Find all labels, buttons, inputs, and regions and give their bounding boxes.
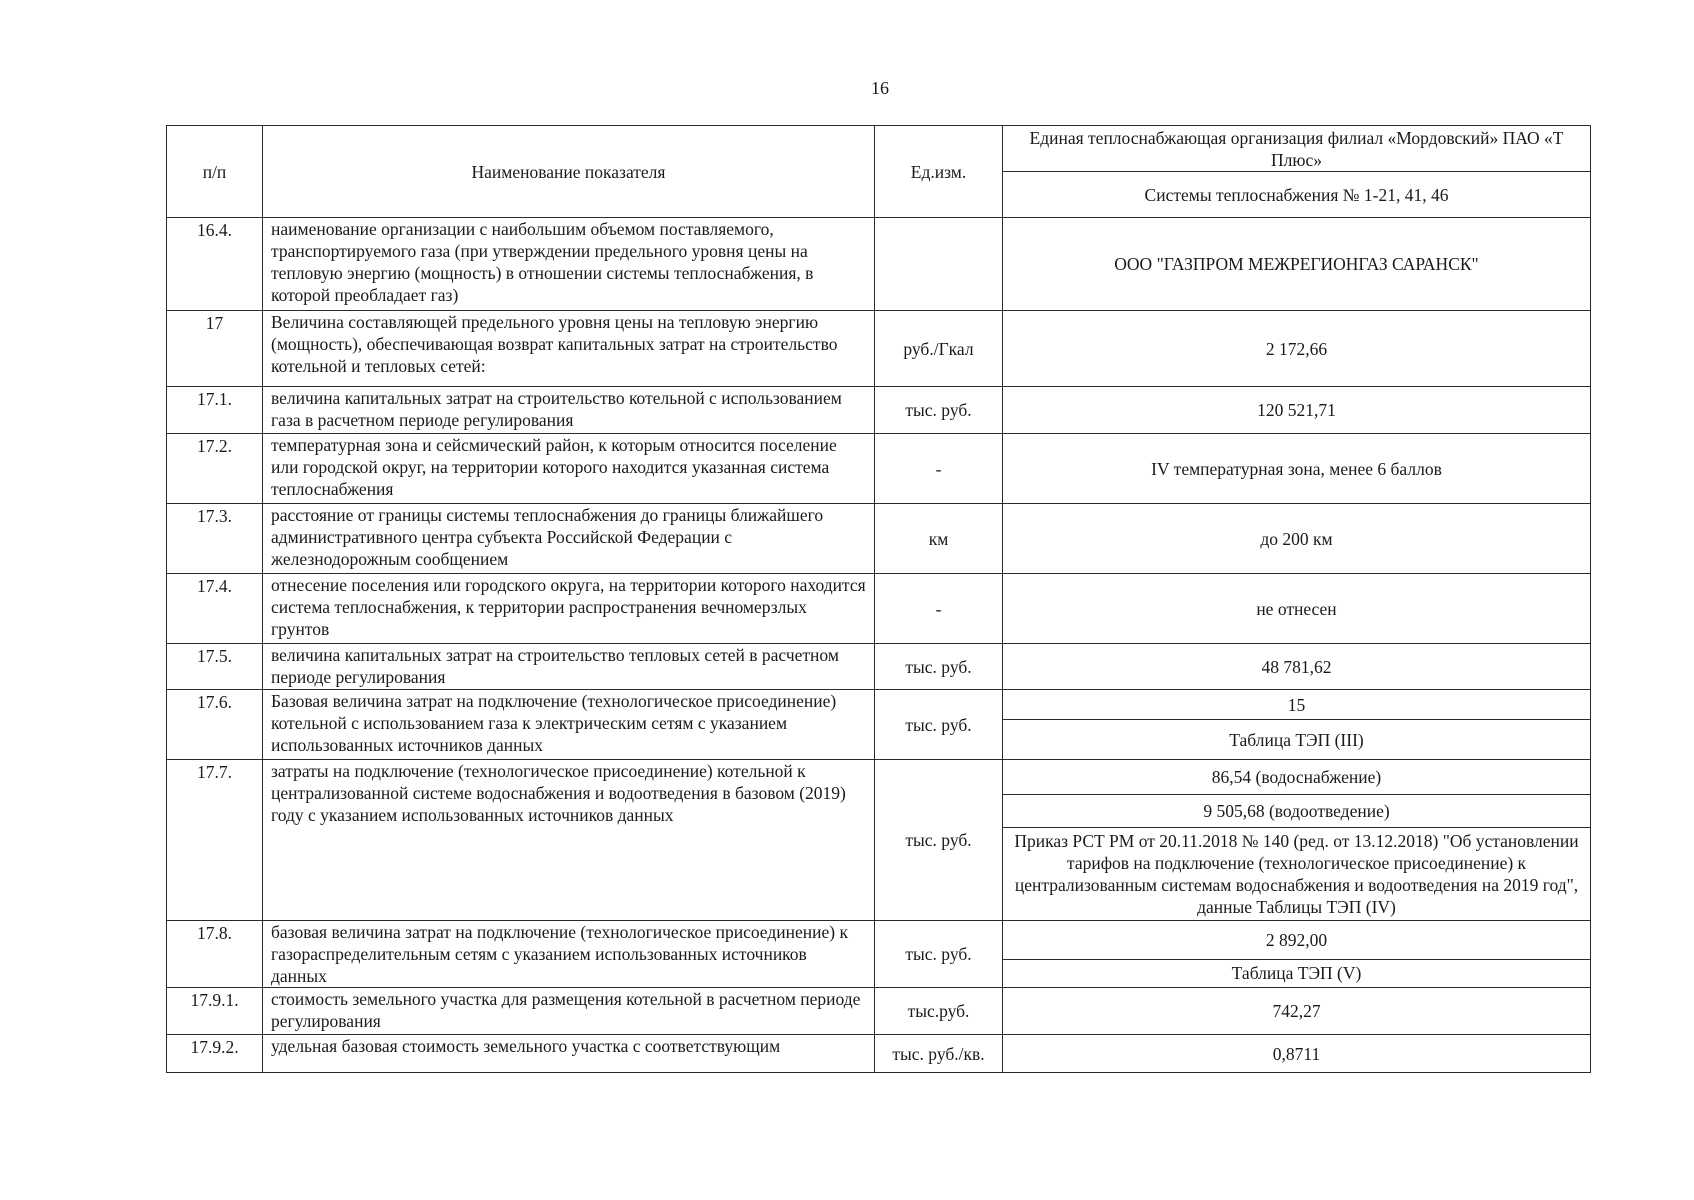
page-number: 16 <box>871 78 889 98</box>
row-value: до 200 км <box>1003 504 1591 574</box>
row-indicator-name: температурная зона и сейсмический район, к которым относится поселение или городской округ, на территории которого находится указанная система теплоснабжения <box>263 434 875 504</box>
row-indicator-name: затраты на подключение (технологическое присоединение) котельной к централизованной системе водоснабжения и водоотведения в базовом (2019) году с указанием использованных источников данных <box>263 760 875 921</box>
table-row <box>167 690 1591 720</box>
table-row <box>167 504 1591 574</box>
header-name: Наименование показателя <box>263 126 875 218</box>
row-value: 742,27 <box>1003 988 1591 1035</box>
header-systems: Системы теплоснабжения № 1-21, 41, 46 <box>1003 172 1591 218</box>
row-unit: тыс. руб. <box>875 921 1003 988</box>
row-number: 17.1. <box>167 387 263 434</box>
row-value: 2 892,00 <box>1003 921 1591 960</box>
table-header-row <box>167 126 1591 172</box>
row-value: ООО "ГАЗПРОМ МЕЖРЕГИОНГАЗ САРАНСК" <box>1003 218 1591 311</box>
table-row <box>167 921 1591 960</box>
table-row <box>167 387 1591 434</box>
row-unit: тыс.руб. <box>875 988 1003 1035</box>
row-unit: тыс. руб. <box>875 387 1003 434</box>
row-unit: тыс. руб. <box>875 690 1003 760</box>
row-unit: тыс. руб. <box>875 644 1003 690</box>
row-indicator-name: величина капитальных затрат на строительство котельной с использованием газа в расчетном периоде регулирования <box>263 387 875 434</box>
row-indicator-name: Базовая величина затрат на подключение (технологическое присоединение) котельной с использованием газа к электрическим сетям с указанием использованных источников данных <box>263 690 875 760</box>
row-number: 17.8. <box>167 921 263 988</box>
row-number: 17.2. <box>167 434 263 504</box>
row-number: 17.9.1. <box>167 988 263 1035</box>
table-row <box>167 574 1591 644</box>
row-number: 17.9.2. <box>167 1035 263 1073</box>
row-value: 48 781,62 <box>1003 644 1591 690</box>
table-row <box>167 644 1591 690</box>
indicators-table <box>166 125 1591 1073</box>
row-value-source: Таблица ТЭП (III) <box>1003 720 1591 760</box>
row-number: 17.6. <box>167 690 263 760</box>
row-value-source: Приказ РСТ РМ от 20.11.2018 № 140 (ред. от 13.12.2018) "Об установлении тарифов на подключение (технологическое присоединение) к централизованным системам водоснабжения и водоотведения на 2019 год", данные Таблицы ТЭП (IV) <box>1003 828 1591 921</box>
row-value: IV температурная зона, менее 6 баллов <box>1003 434 1591 504</box>
row-number: 17.7. <box>167 760 263 921</box>
row-value: 86,54 (водоснабжение) <box>1003 760 1591 795</box>
table-row <box>167 434 1591 504</box>
row-value-source: Таблица ТЭП (V) <box>1003 959 1591 987</box>
row-indicator-name: отнесение поселения или городского округа, на территории которого находится система теплоснабжения, к территории распространения вечномерзлых грунтов <box>263 574 875 644</box>
row-value: 9 505,68 (водоотведение) <box>1003 795 1591 828</box>
row-unit: - <box>875 434 1003 504</box>
row-number: 16.4. <box>167 218 263 311</box>
row-indicator-name: Величина составляющей предельного уровня цены на тепловую энергию (мощность), обеспечивающая возврат капитальных затрат на строительство котельной и тепловых сетей: <box>263 311 875 387</box>
row-value: не отнесен <box>1003 574 1591 644</box>
row-indicator-name: базовая величина затрат на подключение (технологическое присоединение) к газораспределительным сетям с указанием использованных источников данных <box>263 921 875 988</box>
row-indicator-name: наименование организации с наибольшим объемом поставляемого, транспортируемого газа (при утверждении предельного уровня цены на тепловую энергию (мощность) в отношении системы теплоснабжения, в которой преобладает газ) <box>263 218 875 311</box>
row-number: 17.4. <box>167 574 263 644</box>
row-number: 17.5. <box>167 644 263 690</box>
table-row <box>167 760 1591 795</box>
row-unit: тыс. руб. <box>875 760 1003 921</box>
row-value: 15 <box>1003 690 1591 720</box>
row-number: 17.3. <box>167 504 263 574</box>
row-indicator-name: удельная базовая стоимость земельного участка с соответствующим <box>263 1035 875 1073</box>
row-unit: руб./Гкал <box>875 311 1003 387</box>
row-unit: тыс. руб./кв. <box>875 1035 1003 1073</box>
header-unit: Ед.изм. <box>875 126 1003 218</box>
row-value: 120 521,71 <box>1003 387 1591 434</box>
row-number: 17 <box>167 311 263 387</box>
table-row <box>167 988 1591 1035</box>
row-value: 2 172,66 <box>1003 311 1591 387</box>
header-org: Единая теплоснабжающая организация филиал «Мордовский» ПАО «Т Плюс» <box>1003 126 1591 172</box>
row-indicator-name: стоимость земельного участка для размещения котельной в расчетном периоде регулирования <box>263 988 875 1035</box>
table-row <box>167 218 1591 311</box>
row-value: 0,8711 <box>1003 1035 1591 1073</box>
row-unit: - <box>875 574 1003 644</box>
header-num: п/п <box>167 126 263 218</box>
row-indicator-name: величина капитальных затрат на строительство тепловых сетей в расчетном периоде регулирования <box>263 644 875 690</box>
row-unit <box>875 218 1003 311</box>
table-row <box>167 1035 1591 1073</box>
row-unit: км <box>875 504 1003 574</box>
row-indicator-name: расстояние от границы системы теплоснабжения до границы ближайшего административного центра субъекта Российской Федерации с железнодорожным сообщением <box>263 504 875 574</box>
table-row <box>167 311 1591 387</box>
